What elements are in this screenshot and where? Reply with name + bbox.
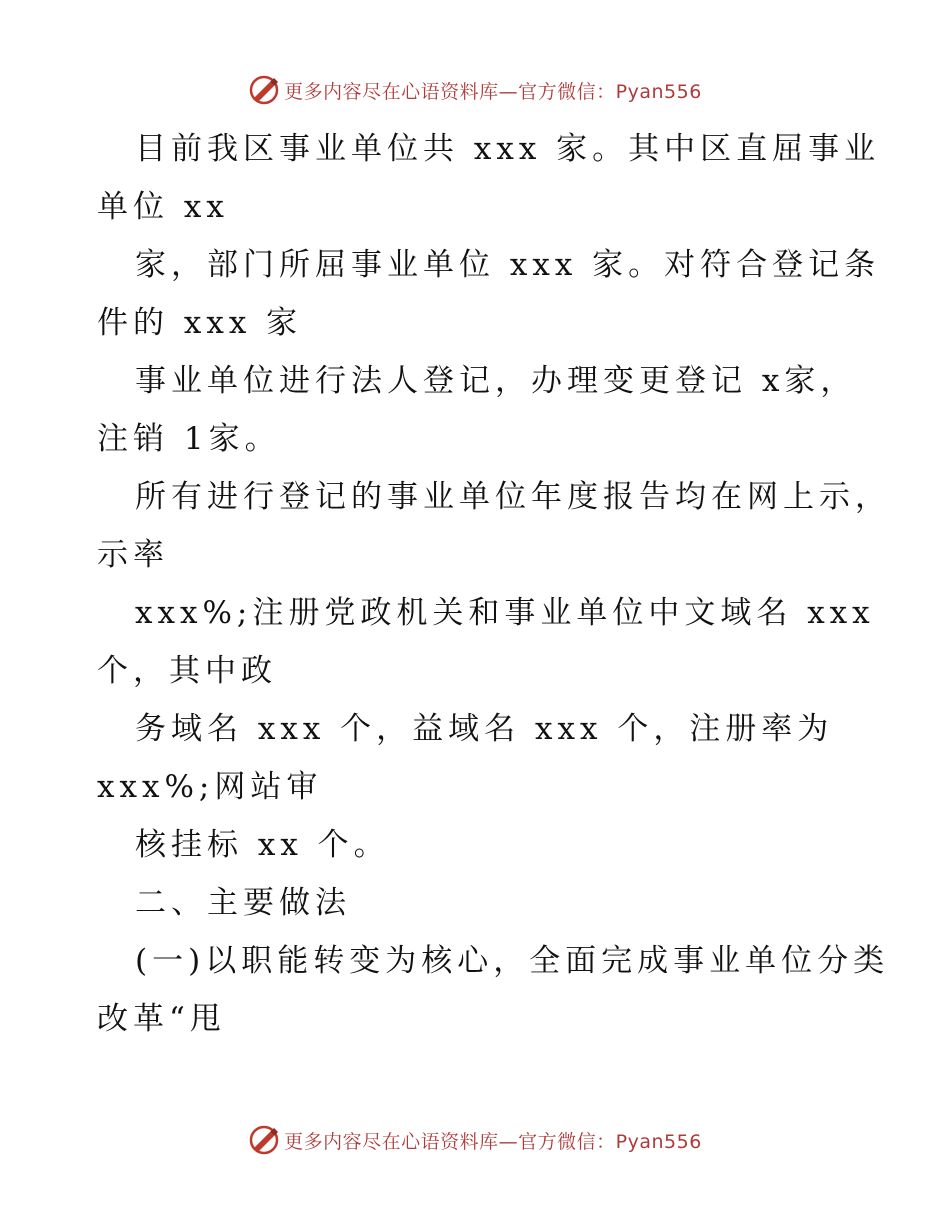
pen-logo-icon [248, 74, 280, 106]
subsection-heading: (一)以职能转变为核心，全面完成事业单位分类 [135, 943, 890, 979]
document-body [97, 120, 891, 1048]
text-line: 个，其中政 [97, 653, 277, 689]
text-line: 所有进行登记的事业单位年度报告均在网上示， [135, 479, 891, 515]
pen-logo-icon [248, 1124, 280, 1156]
text-line: 单位 xx [97, 189, 229, 225]
footer-watermark [0, 1120, 950, 1160]
text-line: 示率 [97, 537, 169, 573]
text-line: 事业单位进行法人登记，办理变更登记 x家， [135, 363, 857, 399]
text-line: xxx%;网站审 [97, 769, 323, 805]
text-line: 件的 xxx 家 [97, 305, 303, 341]
watermark-text: 更多内容尽在心语资料库—官方微信：Pyan556 [284, 80, 702, 103]
watermark-text: 更多内容尽在心语资料库—官方微信：Pyan556 [284, 1130, 702, 1153]
text-line: 改革“甩 [97, 1001, 226, 1037]
text-line: 注销 1家。 [97, 421, 281, 457]
text-line: xxx%;注册党政机关和事业单位中文域名 xxx [135, 595, 875, 631]
text-line: 务域名 xxx 个，益域名 xxx 个，注册率为 [135, 711, 834, 747]
text-line: 核挂标 xx 个。 [135, 827, 390, 863]
section-heading: 二、主要做法 [135, 885, 351, 921]
text-line: 目前我区事业单位共 xxx 家。其中区直屈事业 [135, 131, 881, 167]
text-line: 家，部门所屈事业单位 xxx 家。对符合登记条 [135, 247, 881, 283]
header-watermark [0, 70, 950, 110]
